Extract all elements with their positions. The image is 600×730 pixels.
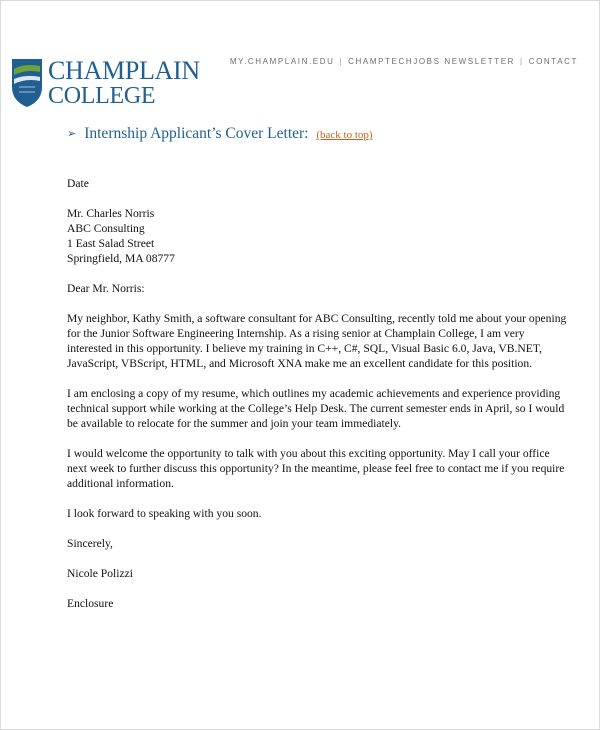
- letter-paragraph: I am enclosing a copy of my resume, which outlines my academic achievements and experience providing technical support while working at the College’s Help Desk. The current semester ends in April, so I would be available to relocate for the summer and join your team immediately.: [67, 387, 565, 430]
- section-title: Internship Applicant’s Cover Letter:: [84, 125, 309, 142]
- logo-wordmark-champlain: CHAMPLAIN: [48, 56, 200, 85]
- cover-letter-body: [67, 176, 567, 626]
- nav-separator: |: [520, 57, 524, 66]
- letter-date: Date: [67, 177, 89, 190]
- champlain-college-logo[interactable]: [10, 57, 200, 109]
- logo-wordmark-college: COLLEGE: [48, 83, 156, 109]
- letter-salutation: Dear Mr. Norris:: [67, 282, 145, 295]
- letter-signature: Nicole Polizzi: [67, 567, 134, 580]
- recipient-name: Mr. Charles Norris: [67, 207, 155, 220]
- letter-paragraph: My neighbor, Kathy Smith, a software consultant for ABC Consulting, recently told me about your opening for the Junior Software Engineering Internship. As a rising senior at Champlain College, I am very interested in this opportunity. I believe my training in C++, C#, SQL, Visual Basic 6.0, Java, VB.NET, JavaScript, VBScript, HTML, and Microsoft XNA make me an excellent candidate for this position.: [67, 312, 567, 370]
- letter-paragraph: I would welcome the opportunity to talk with you about this exciting opportunity. May I call your office next week to further discuss this opportunity? In the meantime, please feel free to contact me if you require additional information.: [67, 447, 565, 490]
- letter-closing: Sincerely,: [67, 537, 113, 550]
- letter-enclosure: Enclosure: [67, 597, 114, 610]
- recipient-address: [67, 206, 567, 266]
- back-to-top-link[interactable]: (back to top): [316, 129, 373, 141]
- nav-link-my-champlain[interactable]: MY.CHAMPLAIN.EDU: [229, 57, 335, 66]
- section-heading: [67, 125, 373, 143]
- recipient-city: Springfield, MA 08777: [67, 252, 175, 265]
- arrow-bullet-icon: ➢: [67, 128, 77, 140]
- nav-link-newsletter[interactable]: CHAMPTECHJOBS NEWSLETTER: [348, 57, 516, 66]
- letter-paragraph: I look forward to speaking with you soon.: [67, 507, 262, 520]
- recipient-company: ABC Consulting: [67, 222, 145, 235]
- nav-link-contact[interactable]: CONTACT: [528, 57, 578, 66]
- top-navigation: [230, 57, 578, 66]
- nav-separator: |: [339, 57, 344, 66]
- recipient-street: 1 East Salad Street: [67, 237, 155, 250]
- shield-logo-icon: [10, 57, 44, 109]
